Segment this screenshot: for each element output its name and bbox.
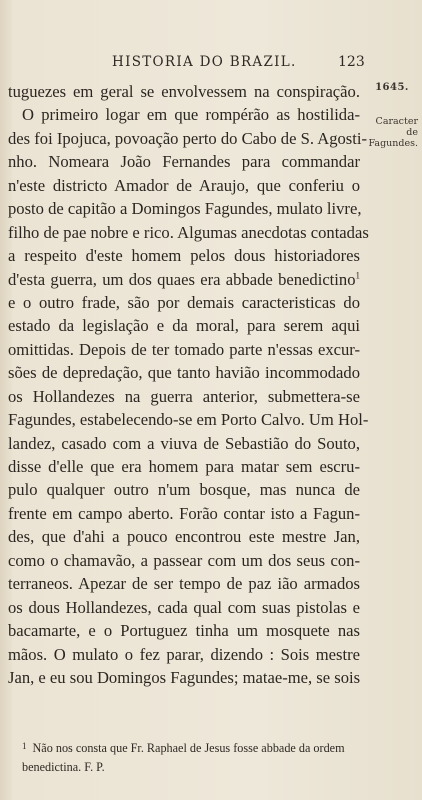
text-line: O primeiro logar em que rompérão as hostilida- xyxy=(22,105,360,125)
text-line: sões de depredação, que tanto havião incommodado xyxy=(8,363,360,383)
margin-notes xyxy=(364,82,420,149)
text-line: posto de capitão a Domingos Fagundes, mulato livre, xyxy=(8,199,362,219)
footnote-line xyxy=(22,739,362,758)
text-line: estado da legislação e da moral, para serem aqui xyxy=(8,316,360,336)
text-line: pulo qualquer outro n'um bosque, mas nunca de xyxy=(8,480,360,500)
footnote-text: Não nos consta que Fr. Raphael de Jesus fosse abbade da ordem xyxy=(32,741,345,755)
footnote-reference: 1 xyxy=(355,269,360,280)
text-line: landez, casado com a viuva de Sebastião do Souto, xyxy=(8,433,360,453)
text-line: os dous Hollandezes, cada qual com suas pistolas e xyxy=(8,597,360,617)
footnotes xyxy=(22,739,362,776)
text-line: nho. Nomeara João Fernandes para commandar xyxy=(8,152,360,172)
text-line: como o chamavão, a passear com um dos seus con- xyxy=(8,550,360,570)
text-line: disse d'elle que era homem para matar sem escru- xyxy=(8,457,360,476)
text-line-segment: d'esta guerra, um dos quaes era abbade benedictino xyxy=(8,269,356,289)
text-line: terraneos. Apezar de ser tempo de paz ião armados xyxy=(8,574,360,594)
margin-caption-line: Caracter xyxy=(375,116,418,127)
page-number: 123 xyxy=(338,54,365,70)
text-line: a respeito d'este homem pelos dous historiadores xyxy=(8,246,360,266)
text-line: mãos. O mulato o fez parar, dizendo : Sois mestre xyxy=(8,644,360,664)
text-line: des, que d'ahi a pouco encontrou este mestre Jan, xyxy=(8,527,360,547)
text-line: os Hollandezes na guerra anterior, submettera-se xyxy=(8,386,360,406)
page-header xyxy=(0,54,422,74)
text-line: Fagundes, estabelecendo-se em Porto Calvo. Um Hol- xyxy=(8,410,369,430)
text-line: bacamarte, e o Portuguez tinha um mosquete nas xyxy=(8,621,360,641)
footnote-line: benedictina. F. P. xyxy=(22,759,105,774)
text-line: Jan, e eu sou Domingos Fagundes; matae-me, se sois xyxy=(8,667,361,687)
text-line: omittidas. Depois de ter tomado parte n'essas excur- xyxy=(8,339,360,359)
text-line-with-footnote xyxy=(8,268,360,291)
running-title: HISTORIA DO BRAZIL. xyxy=(112,54,297,70)
text-line: des foi Ipojuca, povoação perto do Cabo de S. Agosti- xyxy=(8,128,367,148)
margin-caption xyxy=(364,116,420,149)
text-line: n'este districto Amador de Araujo, que conferiu o xyxy=(8,175,360,195)
footnote-marker: 1 xyxy=(22,741,27,751)
margin-caption-line: de Fagundes. xyxy=(368,127,418,149)
text-line: e o outro frade, são por demais caracteristicas do xyxy=(8,292,360,312)
text-line: filho de pae nobre e rico. Algumas anecdotas contadas xyxy=(8,222,369,242)
text-line: frente em campo aberto. Forão contar isto a Fagun- xyxy=(8,503,360,523)
text-line: tuguezes em geral se envolvessem na conspiração. xyxy=(8,82,360,101)
margin-year: 1645. xyxy=(375,82,409,93)
body-text xyxy=(8,80,369,689)
